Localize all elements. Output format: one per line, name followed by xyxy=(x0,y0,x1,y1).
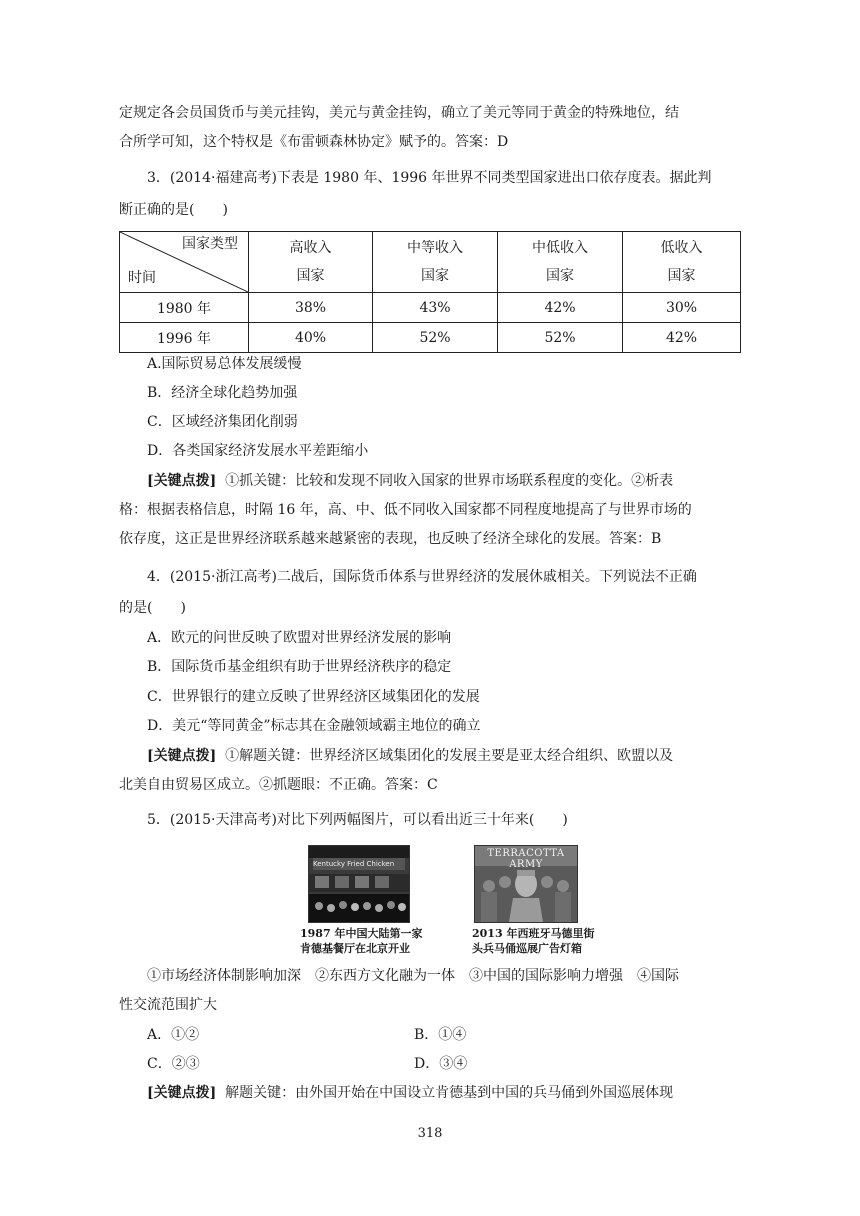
option-c: C．区域经济集团化削弱 xyxy=(147,414,298,430)
page-number: 318 xyxy=(417,1126,443,1141)
key-hint-line: 格：根据表格信息，时隔 16 年，高、中、低不同收入国家都不同程度地提高了与世界市场的 xyxy=(119,502,692,518)
paragraph-line: 定规定各会员国货币与美元挂钩，美元与黄金挂钩，确立了美元等同于黄金的特殊地位，结 xyxy=(119,105,679,121)
statements-line: ①市场经济体制影响加深 ②东西方文化融为一体 ③中国的国际影响力增强 ④国际 xyxy=(147,968,679,984)
dependency-table xyxy=(119,231,741,353)
statements-line: 性交流范围扩大 xyxy=(119,997,217,1013)
table-cell: 42% xyxy=(623,323,741,353)
corner-bottom-label: 时间 xyxy=(128,270,156,286)
option-b: B．①④ xyxy=(414,1027,467,1043)
table-row xyxy=(120,293,741,323)
table-cell: 52% xyxy=(373,323,498,353)
table-year-cell: 1996 年 xyxy=(120,323,249,353)
option-d: D．各类国家经济发展水平差距缩小 xyxy=(147,443,369,459)
table-header-cell: 中低收入 国家 xyxy=(498,232,623,293)
table-cell: 52% xyxy=(498,323,623,353)
storefront-illustration xyxy=(309,846,409,922)
question-4-stem: 4．(2015·浙江高考)二战后，国际货币体系与世界经济的发展休戚相关。下列说法不正确 xyxy=(147,569,697,585)
option-a: A．欧元的问世反映了欧盟对世界经济发展的影响 xyxy=(147,630,452,646)
source-tag: 福建高考 xyxy=(215,170,272,186)
option-b: B．国际货币基金组织有助于世界经济秩序的稳定 xyxy=(147,659,452,675)
question-3-stem: 3．(2014·福建高考)下表是 1980 年、1996 年世界不同类型国家进出口依存度表。据此判 xyxy=(147,170,712,186)
option-d: D．美元“等同黄金”标志其在金融领域霸主地位的确立 xyxy=(147,718,481,734)
option-a: A．①② xyxy=(147,1027,200,1043)
table-cell: 42% xyxy=(498,293,623,323)
table-row xyxy=(120,323,741,353)
table-header-cell: 高收入 国家 xyxy=(249,232,373,293)
key-hint-label: [关键点拨] xyxy=(147,473,217,489)
table-header-cell: 中等收入 国家 xyxy=(373,232,498,293)
question-4-stem-cont: 的是( ) xyxy=(119,600,186,616)
table-cell: 40% xyxy=(249,323,373,353)
photo-caption: 肯德基餐厅在北京开业 xyxy=(300,942,410,955)
option-c: C．世界银行的建立反映了世界经济区域集团化的发展 xyxy=(147,689,480,705)
table-cell: 38% xyxy=(249,293,373,323)
kfc-sign: Kentucky Fried Chicken xyxy=(313,860,395,868)
key-hint-line: 北美自由贸易区成立。②抓题眼：不正确。答案：C xyxy=(119,777,438,793)
corner-top-label: 国家类型 xyxy=(182,236,238,252)
photo-caption: 头兵马俑巡展广告灯箱 xyxy=(472,942,582,955)
option-c: C．②③ xyxy=(147,1056,200,1072)
option-d: D．③④ xyxy=(414,1056,468,1072)
photo-caption: 2013 年西班牙马德里街 xyxy=(472,927,595,940)
kfc-storefront-photo xyxy=(308,845,410,923)
table-cell: 30% xyxy=(623,293,741,323)
table-header-cell: 低收入 国家 xyxy=(623,232,741,293)
paragraph-line: 合所学可知，这个特权是《布雷顿森林协定》赋予的。答案：D xyxy=(119,134,509,150)
question-3-stem-cont: 断正确的是( ) xyxy=(119,202,228,218)
terracotta-ad-photo xyxy=(474,845,578,923)
key-hint-line: 依存度，这正是世界经济联系越来越紧密的表现，也反映了经济全球化的发展。答案：B xyxy=(119,531,662,547)
key-hint: [关键点拨] 解题关键：由外国开始在中国设立肯德基到中国的兵马俑到外国巡展体现 xyxy=(147,1085,674,1101)
key-hint: [关键点拨] ①抓关键：比较和发现不同收入国家的世界市场联系程度的变化。②析表 xyxy=(147,473,674,489)
photo-caption: 1987 年中国大陆第一家 xyxy=(300,927,423,940)
question-5-stem: 5．(2015·天津高考)对比下列两幅图片，可以看出近三十年来( ) xyxy=(147,812,568,828)
table-cell: 43% xyxy=(373,293,498,323)
key-hint-label: [关键点拨] xyxy=(147,1085,217,1101)
key-hint: [关键点拨] ①解题关键：世界经济区域集团化的发展主要是亚太经合组织、欧盟以及 xyxy=(147,748,674,764)
terracotta-title: TERRACOTTA ARMY xyxy=(487,848,565,870)
option-b: B．经济全球化趋势加强 xyxy=(147,385,298,401)
table-year-cell: 1980 年 xyxy=(120,293,249,323)
table-corner-cell xyxy=(120,232,249,293)
source-tag: 浙江高考 xyxy=(215,569,272,585)
source-tag: 天津高考 xyxy=(215,812,272,828)
option-a: A.国际贸易总体发展缓慢 xyxy=(147,356,302,372)
key-hint-label: [关键点拨] xyxy=(147,748,217,764)
